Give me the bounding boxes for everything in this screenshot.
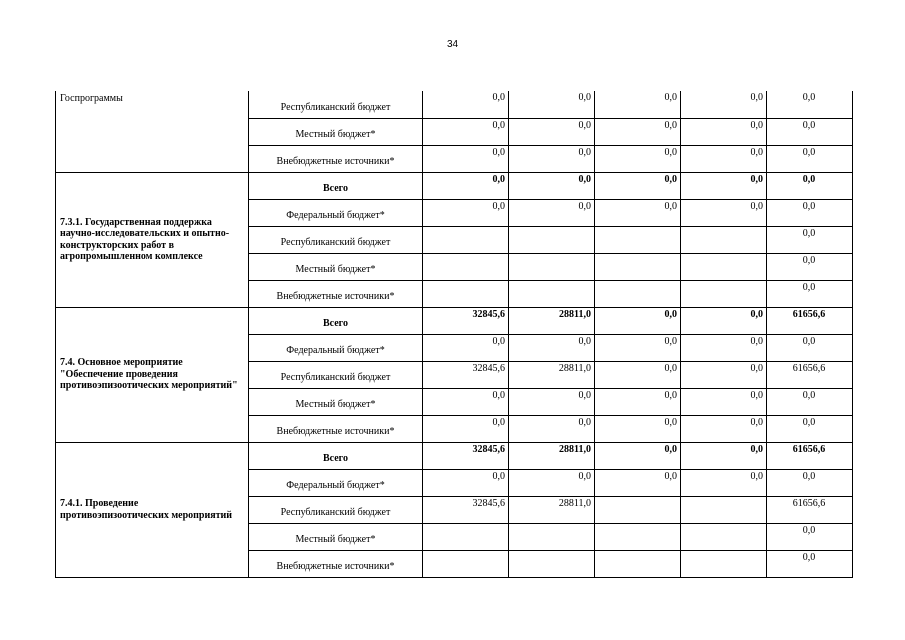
- value-cell-year-2: 0,0: [509, 388, 595, 415]
- value-cell-year-5: 0,0: [767, 469, 853, 496]
- value-cell-year-5: 61656,6: [767, 442, 853, 469]
- value-cell-year-3: 0,0: [595, 469, 681, 496]
- value-cell-year-2: [509, 226, 595, 253]
- value-cell-year-4: 0,0: [681, 442, 767, 469]
- value-cell-year-1: [423, 226, 509, 253]
- value-cell-year-1: 0,0: [423, 172, 509, 199]
- budget-table: [55, 91, 853, 578]
- value-cell-year-3: 0,0: [595, 91, 681, 118]
- funding-source-cell: Местный бюджет*: [249, 118, 423, 145]
- value-cell-year-1: [423, 253, 509, 280]
- program-name-cell: Госпрограммы: [56, 91, 249, 172]
- value-cell-year-4: 0,0: [681, 361, 767, 388]
- value-cell-year-4: [681, 253, 767, 280]
- value-cell-year-5: 0,0: [767, 388, 853, 415]
- value-cell-year-1: 0,0: [423, 388, 509, 415]
- value-cell-year-2: [509, 253, 595, 280]
- funding-source-cell: Республиканский бюджет: [249, 361, 423, 388]
- value-cell-year-2: 0,0: [509, 172, 595, 199]
- page-number: 34: [446, 39, 459, 50]
- value-cell-year-4: [681, 226, 767, 253]
- value-cell-year-5: 0,0: [767, 523, 853, 550]
- value-cell-year-2: 0,0: [509, 334, 595, 361]
- value-cell-year-2: 28811,0: [509, 442, 595, 469]
- value-cell-year-1: 0,0: [423, 469, 509, 496]
- table-row: [56, 172, 853, 199]
- value-cell-year-5: 0,0: [767, 199, 853, 226]
- value-cell-year-3: [595, 496, 681, 523]
- funding-source-cell: Федеральный бюджет*: [249, 334, 423, 361]
- value-cell-year-2: 0,0: [509, 91, 595, 118]
- value-cell-year-1: 0,0: [423, 334, 509, 361]
- value-cell-year-4: [681, 523, 767, 550]
- table-row: [56, 91, 853, 118]
- funding-source-cell: Республиканский бюджет: [249, 91, 423, 118]
- value-cell-year-5: 61656,6: [767, 496, 853, 523]
- value-cell-year-1: 0,0: [423, 91, 509, 118]
- value-cell-year-4: 0,0: [681, 415, 767, 442]
- funding-source-cell: Всего: [249, 307, 423, 334]
- funding-source-cell: Федеральный бюджет*: [249, 199, 423, 226]
- funding-source-cell: Местный бюджет*: [249, 523, 423, 550]
- funding-source-cell: Внебюджетные источники*: [249, 145, 423, 172]
- value-cell-year-3: [595, 253, 681, 280]
- value-cell-year-1: 32845,6: [423, 442, 509, 469]
- value-cell-year-3: [595, 226, 681, 253]
- funding-source-cell: Всего: [249, 442, 423, 469]
- funding-source-cell: Внебюджетные источники*: [249, 550, 423, 577]
- value-cell-year-4: [681, 280, 767, 307]
- value-cell-year-1: 0,0: [423, 415, 509, 442]
- value-cell-year-2: 28811,0: [509, 496, 595, 523]
- value-cell-year-2: 0,0: [509, 415, 595, 442]
- value-cell-year-2: 28811,0: [509, 307, 595, 334]
- program-name-cell: 7.4.1. Проведение противоэпизоотических мероприятий: [56, 442, 249, 577]
- value-cell-year-3: 0,0: [595, 145, 681, 172]
- value-cell-year-3: 0,0: [595, 361, 681, 388]
- value-cell-year-5: 0,0: [767, 145, 853, 172]
- value-cell-year-5: 61656,6: [767, 307, 853, 334]
- value-cell-year-1: 0,0: [423, 145, 509, 172]
- value-cell-year-2: 28811,0: [509, 361, 595, 388]
- value-cell-year-2: [509, 523, 595, 550]
- value-cell-year-5: 0,0: [767, 172, 853, 199]
- value-cell-year-4: 0,0: [681, 199, 767, 226]
- value-cell-year-4: 0,0: [681, 145, 767, 172]
- value-cell-year-3: [595, 280, 681, 307]
- value-cell-year-4: 0,0: [681, 307, 767, 334]
- value-cell-year-3: 0,0: [595, 199, 681, 226]
- funding-source-cell: Внебюджетные источники*: [249, 280, 423, 307]
- value-cell-year-3: [595, 550, 681, 577]
- value-cell-year-4: 0,0: [681, 388, 767, 415]
- value-cell-year-4: [681, 550, 767, 577]
- value-cell-year-4: 0,0: [681, 172, 767, 199]
- value-cell-year-5: 0,0: [767, 415, 853, 442]
- value-cell-year-3: 0,0: [595, 415, 681, 442]
- value-cell-year-3: 0,0: [595, 388, 681, 415]
- value-cell-year-4: 0,0: [681, 91, 767, 118]
- value-cell-year-3: 0,0: [595, 334, 681, 361]
- value-cell-year-3: 0,0: [595, 172, 681, 199]
- value-cell-year-1: 32845,6: [423, 307, 509, 334]
- value-cell-year-1: [423, 550, 509, 577]
- value-cell-year-5: 0,0: [767, 334, 853, 361]
- funding-source-cell: Республиканский бюджет: [249, 226, 423, 253]
- value-cell-year-5: 0,0: [767, 91, 853, 118]
- value-cell-year-3: 0,0: [595, 442, 681, 469]
- value-cell-year-4: [681, 496, 767, 523]
- program-name-cell: 7.3.1. Государственная поддержка научно-исследовательских и опытно-конструкторских работ в агропромышленном комплексе: [56, 172, 249, 307]
- value-cell-year-5: 0,0: [767, 226, 853, 253]
- funding-source-cell: Республиканский бюджет: [249, 496, 423, 523]
- program-name-cell: 7.4. Основное мероприятие "Обеспечение проведения противоэпизоотических мероприятий": [56, 307, 249, 442]
- value-cell-year-3: 0,0: [595, 118, 681, 145]
- funding-source-cell: Федеральный бюджет*: [249, 469, 423, 496]
- value-cell-year-4: 0,0: [681, 469, 767, 496]
- value-cell-year-5: 0,0: [767, 550, 853, 577]
- value-cell-year-2: 0,0: [509, 469, 595, 496]
- funding-source-cell: Внебюджетные источники*: [249, 415, 423, 442]
- value-cell-year-2: 0,0: [509, 199, 595, 226]
- value-cell-year-4: 0,0: [681, 118, 767, 145]
- value-cell-year-1: 32845,6: [423, 361, 509, 388]
- value-cell-year-2: [509, 550, 595, 577]
- funding-source-cell: Местный бюджет*: [249, 253, 423, 280]
- funding-source-cell: Всего: [249, 172, 423, 199]
- value-cell-year-5: 0,0: [767, 118, 853, 145]
- value-cell-year-2: 0,0: [509, 145, 595, 172]
- value-cell-year-5: 0,0: [767, 280, 853, 307]
- value-cell-year-1: [423, 523, 509, 550]
- funding-source-cell: Местный бюджет*: [249, 388, 423, 415]
- table-row: [56, 307, 853, 334]
- value-cell-year-1: 32845,6: [423, 496, 509, 523]
- value-cell-year-3: 0,0: [595, 307, 681, 334]
- value-cell-year-2: [509, 280, 595, 307]
- value-cell-year-4: 0,0: [681, 334, 767, 361]
- value-cell-year-1: 0,0: [423, 199, 509, 226]
- value-cell-year-5: 61656,6: [767, 361, 853, 388]
- value-cell-year-5: 0,0: [767, 253, 853, 280]
- value-cell-year-1: 0,0: [423, 118, 509, 145]
- value-cell-year-1: [423, 280, 509, 307]
- table-row: [56, 442, 853, 469]
- value-cell-year-3: [595, 523, 681, 550]
- value-cell-year-2: 0,0: [509, 118, 595, 145]
